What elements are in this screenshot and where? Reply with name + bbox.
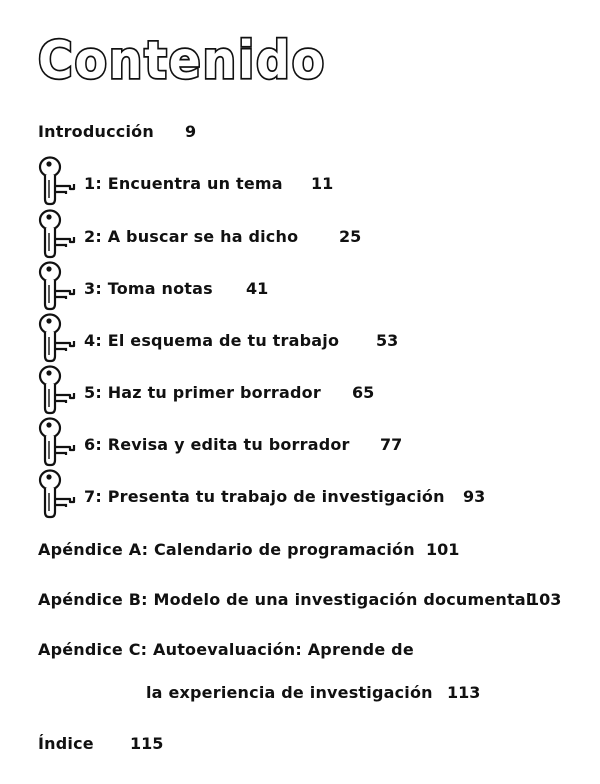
- toc-chapter-page: 93: [463, 487, 486, 506]
- toc-appendix-c-page: 113: [447, 683, 481, 702]
- toc-intro-label: Introducción: [38, 122, 154, 141]
- toc-chapter-label: 7: Presenta tu trabajo de investigación: [84, 487, 445, 506]
- toc-chapter-label: 2: A buscar se ha dicho: [84, 227, 299, 246]
- toc-chapter-page: 11: [311, 174, 334, 193]
- toc-chapter-page: 65: [352, 383, 375, 402]
- toc-appendix-c-label-2: la experiencia de investigación: [146, 683, 433, 702]
- toc-appendix-a-page: 101: [426, 540, 460, 559]
- key-icon: [36, 209, 80, 261]
- toc-entry-appendix-c[interactable]: [38, 640, 414, 660]
- toc-chapter-label: 3: Toma notas: [84, 279, 213, 298]
- toc-entry-chapter-6[interactable]: [84, 435, 350, 455]
- toc-chapter-label: 5: Haz tu primer borrador: [84, 383, 321, 402]
- toc-chapter-label: 1: Encuentra un tema: [84, 174, 283, 193]
- toc-entry-appendix-a[interactable]: [38, 540, 415, 560]
- toc-entry-chapter-3[interactable]: [84, 279, 213, 299]
- key-icon: [36, 156, 80, 208]
- key-icon: [36, 469, 80, 521]
- toc-entry-chapter-1[interactable]: [84, 174, 283, 194]
- toc-index-page: 115: [130, 734, 164, 753]
- key-icon: [36, 261, 80, 313]
- page-title-graphic: [34, 22, 334, 90]
- key-icon: [36, 313, 80, 365]
- toc-intro-page: 9: [185, 122, 197, 141]
- key-icon: [36, 365, 80, 417]
- page-title-text: Contenido: [38, 31, 326, 90]
- toc-appendix-a-label: Apéndice A: Calendario de programación: [38, 540, 415, 559]
- toc-entry-chapter-2[interactable]: [84, 227, 298, 247]
- toc-chapter-page: 77: [380, 435, 403, 454]
- toc-entry-index[interactable]: [38, 734, 94, 754]
- toc-entry-intro[interactable]: [38, 122, 154, 142]
- toc-chapter-label: 6: Revisa y edita tu borrador: [84, 435, 350, 454]
- toc-entry-appendix-c-continued: [146, 683, 433, 703]
- toc-entry-chapter-4[interactable]: [84, 331, 339, 351]
- toc-entry-appendix-b[interactable]: [38, 590, 532, 610]
- toc-chapter-page: 25: [339, 227, 362, 246]
- toc-chapter-page: 53: [376, 331, 399, 350]
- page-title: [34, 22, 334, 90]
- toc-entry-chapter-5[interactable]: [84, 383, 321, 403]
- toc-chapter-page: 41: [246, 279, 269, 298]
- toc-index-label: Índice: [38, 734, 94, 753]
- toc-appendix-c-label: Apéndice C: Autoevaluación: Aprende de: [38, 640, 414, 659]
- key-icon: [36, 417, 80, 469]
- toc-chapter-label: 4: El esquema de tu trabajo: [84, 331, 340, 350]
- toc-appendix-b-label: Apéndice B: Modelo de una investigación documental: [38, 590, 532, 609]
- toc-appendix-b-page: 103: [528, 590, 562, 609]
- toc-entry-chapter-7[interactable]: [84, 487, 445, 507]
